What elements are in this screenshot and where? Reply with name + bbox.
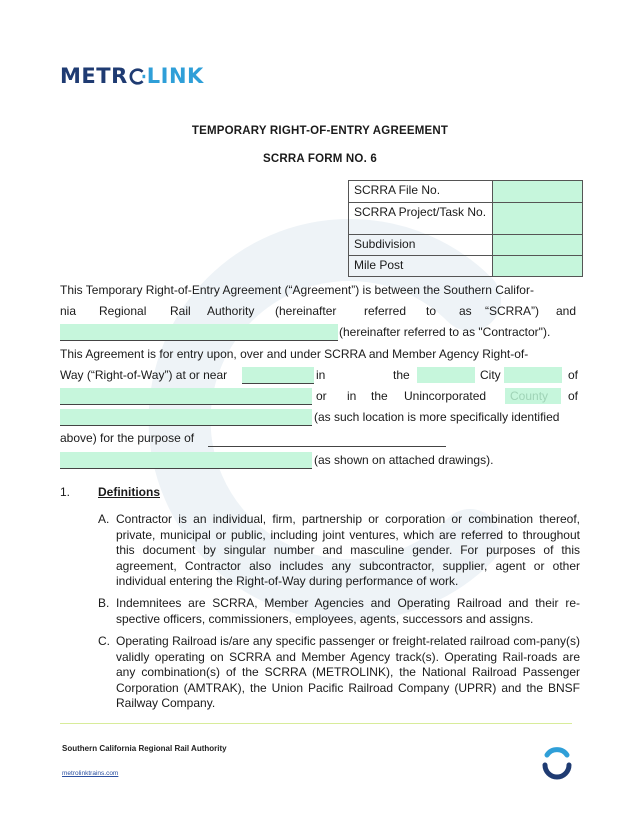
word: of	[568, 368, 579, 382]
county-of-field[interactable]	[60, 409, 312, 426]
table-row	[349, 235, 583, 256]
table-row	[349, 256, 583, 277]
item-text: Contractor is an individual, firm, partnership or corporation or combination thereof, private, municipal or public, including joint ventures, which are referred to throughout this document by singular number and masculine gender. For purposes of this agreement, Contractor also includes any subcontractor, supplier, agent or other individual entering the Right-of-Way during performance of work.	[116, 512, 580, 588]
definition-item-c	[98, 634, 580, 712]
word: referred	[364, 304, 407, 318]
line-9-suffix: (as shown on attached drawings).	[314, 453, 494, 467]
word: in	[316, 368, 326, 382]
body-line-1: This Temporary Right-of-Entry Agreement (“Agreement”) is between the Southern Califor-	[60, 283, 534, 297]
word: Unincorporated	[404, 389, 487, 403]
form-number: SCRRA FORM NO. 6	[263, 153, 377, 165]
mile-post-label: Mile Post	[349, 256, 493, 277]
body-line-2	[60, 302, 580, 320]
word: to	[426, 304, 437, 318]
body-line-4: This Agreement is for entry upon, over and under SCRRA and Member Agency Right-of-	[60, 347, 529, 361]
logo-text-metro: METR	[60, 64, 128, 88]
line-7-suffix: (as such location is more specifically identified	[314, 410, 560, 424]
document-title: TEMPORARY RIGHT-OF-ENTRY AGREEMENT	[191, 125, 449, 137]
info-table	[348, 180, 583, 277]
purpose-continued-field[interactable]	[60, 452, 312, 469]
item-letter: C.	[98, 634, 110, 648]
word: Authority	[207, 304, 255, 318]
word: the	[393, 368, 410, 382]
word: as	[459, 304, 472, 318]
word: of	[568, 389, 579, 403]
subdivision-label: Subdivision	[349, 235, 493, 256]
mile-post-field[interactable]	[493, 256, 583, 277]
project-task-field[interactable]	[493, 203, 583, 235]
word: the	[371, 389, 388, 403]
body-line-9	[60, 451, 580, 469]
section-number: 1.	[60, 485, 71, 499]
footer-organization: Southern California Regional Rail Authority	[62, 744, 227, 753]
city-of-field[interactable]	[60, 388, 312, 405]
file-no-field[interactable]	[493, 181, 583, 203]
word: or	[316, 389, 327, 403]
word: (hereinafter	[275, 304, 337, 318]
item-letter: B.	[98, 596, 110, 610]
item-text: Indemnitees are SCRRA, Member Agencies and Operating Railroad and their re-spective officers, commissioners, employees, agents, successors and assigns.	[116, 596, 580, 626]
footer-divider	[60, 723, 572, 724]
line-5-prefix: Way (“Right-of-Way”) at or near	[60, 368, 228, 382]
city-field[interactable]	[504, 367, 562, 383]
footer-link[interactable]: metrolinktrains.com	[62, 770, 119, 777]
item-text: Operating Railroad is/are any specific passenger or freight-related railroad com-pany(s) validly operating on SCRRA and Member Agency track(s). Operating Rail-roads are any combination(s) of the SCRRA (METROLINK), the National Railroad Passenger Corporation (AMTRAK), the Union Pacific Railroad Company (UPRR) and the BNSF Railway Company.	[116, 634, 580, 710]
word: Regional	[99, 304, 147, 318]
item-letter: A.	[98, 512, 110, 526]
word: Rail	[170, 304, 191, 318]
section-title: Definitions	[98, 485, 160, 499]
city-name-field[interactable]	[417, 367, 475, 383]
logo-text-link: LINK	[146, 64, 204, 88]
project-task-label: SCRRA Project/Task No.	[349, 203, 493, 235]
body-line-3	[60, 323, 580, 341]
metrolink-logo	[60, 64, 204, 88]
word: City	[480, 368, 501, 382]
word: nia	[60, 304, 77, 318]
logo-o-icon	[129, 68, 146, 85]
table-row	[349, 203, 583, 235]
file-no-label: SCRRA File No.	[349, 181, 493, 203]
body-line-8	[60, 429, 580, 447]
contractor-name-field[interactable]	[60, 324, 338, 341]
metrolink-mark-icon	[540, 746, 574, 780]
subdivision-field[interactable]	[493, 235, 583, 256]
body-line-7	[60, 408, 580, 426]
purpose-field[interactable]	[208, 430, 446, 447]
line-3-suffix: (hereinafter referred to as "Contractor").	[339, 325, 551, 339]
word: “SCRRA”)	[485, 304, 539, 318]
body-line-6	[60, 387, 580, 405]
body-line-5	[60, 366, 580, 384]
location-field[interactable]	[242, 367, 314, 384]
table-row	[349, 181, 583, 203]
word: and	[556, 304, 577, 318]
line-8-prefix: above) for the purpose of	[60, 431, 195, 445]
county-placeholder: County	[510, 389, 549, 403]
word: in	[347, 389, 357, 403]
definition-item-a	[98, 512, 580, 590]
definition-item-b	[98, 596, 580, 627]
